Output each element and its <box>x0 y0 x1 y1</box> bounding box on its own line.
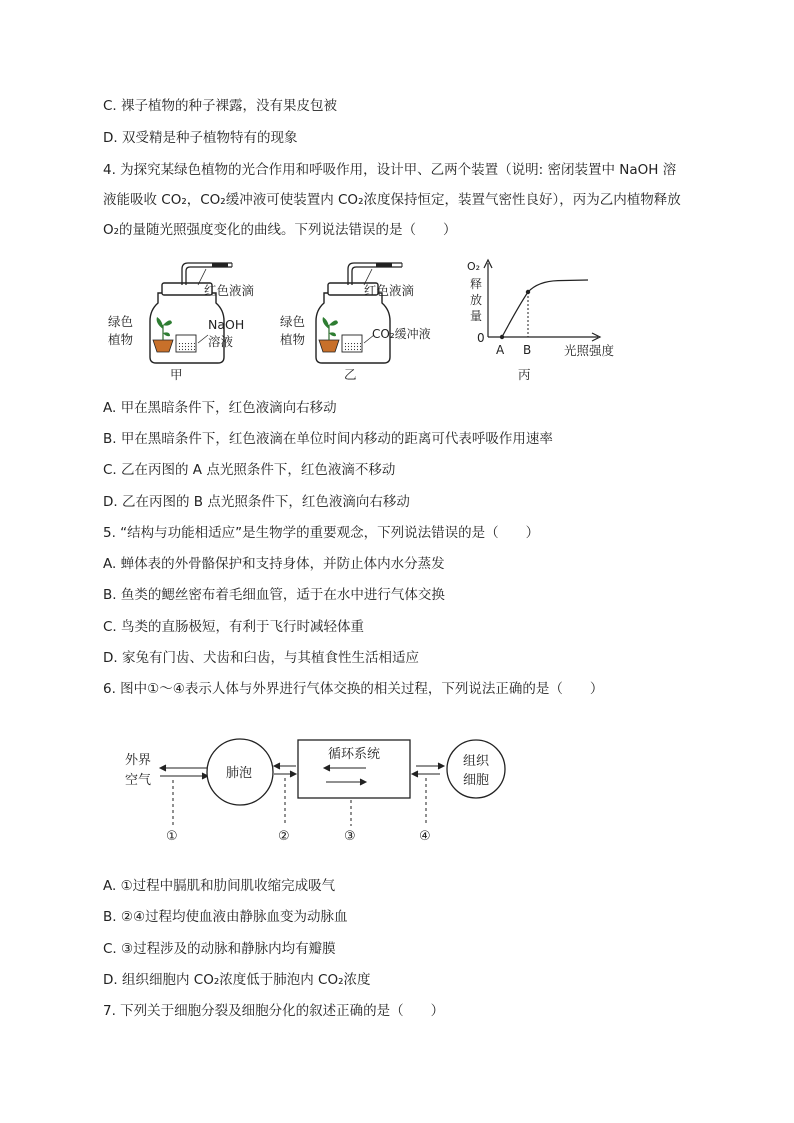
bing-ylabel-3: 量 <box>470 309 483 323</box>
yi-plant-label-1: 绿色 <box>280 314 306 329</box>
step-3-label: ③ <box>344 829 356 844</box>
o2-release-curve <box>502 280 588 337</box>
apparatus-yi <box>280 263 431 382</box>
q4-stem-line1: 4. 为探究某绿色植物的光合作用和呼吸作用，设计甲、乙两个装置（说明: 密闭装置中 NaOH 溶 <box>103 162 677 178</box>
q4-option-a: A. 甲在黑暗条件下，红色液滴向右移动 <box>103 400 337 416</box>
q4-stem-line3: O₂的量随光照强度变化的曲线。下列说法错误的是（ ） <box>103 222 457 238</box>
q5-option-c: C. 鸟类的直肠极短，有利于飞行时减轻体重 <box>103 619 365 635</box>
yi-plant-label-2: 植物 <box>280 332 306 347</box>
q7-stem: 7. 下列关于细胞分裂及细胞分化的叙述正确的是（ ） <box>103 1003 445 1019</box>
bing-xlabel: 光照强度 <box>564 343 615 358</box>
q4-option-b: B. 甲在黑暗条件下，红色液滴在单位时间内移动的距离可代表呼吸作用速率 <box>103 431 553 447</box>
q5-option-b: B. 鱼类的鳃丝密布着毛细血管，适于在水中进行气体交换 <box>103 587 445 603</box>
plant-pot-icon <box>319 317 339 352</box>
bing-origin: 0 <box>477 331 485 345</box>
q4-option-c: C. 乙在丙图的 A 点光照条件下，红色液滴不移动 <box>103 462 396 478</box>
jia-plant-label-1: 绿色 <box>108 314 134 329</box>
jia-drop-label: 红色液滴 <box>204 283 255 298</box>
bing-ylabel-o2: O₂ <box>467 260 481 273</box>
jia-caption: 甲 <box>170 367 183 382</box>
point-a <box>500 335 504 339</box>
tissue-cell-circle <box>447 740 505 798</box>
bing-ylabel-1: 释 <box>470 277 483 291</box>
q5-stem: 5. “结构与功能相适应”是生物学的重要观念，下列说法错误的是（ ） <box>103 525 540 541</box>
jia-solution-label-1: NaOH <box>208 317 245 332</box>
q6-figure <box>100 728 520 848</box>
outside-air-label-2: 空气 <box>125 773 152 788</box>
outside-air-label-1: 外界 <box>125 753 152 768</box>
bing-xtick-b: B <box>523 343 532 357</box>
q3-option-c: C. 裸子植物的种子裸露，没有果皮包被 <box>103 98 338 114</box>
jia-solution-label-2: 溶液 <box>208 334 234 349</box>
q6-option-c: C. ③过程涉及的动脉和静脉内均有瓣膜 <box>103 941 336 957</box>
step-4-label: ④ <box>419 829 431 844</box>
yi-caption: 乙 <box>344 367 357 382</box>
q6-option-a: A. ①过程中膈肌和肋间肌收缩完成吸气 <box>103 878 336 894</box>
yi-solution-label: CO₂缓冲液 <box>372 327 431 341</box>
red-droplet-icon <box>212 263 228 267</box>
step-2-label: ② <box>278 829 290 844</box>
circulation-label: 循环系统 <box>328 747 381 762</box>
tissue-cell-label-1: 组织 <box>463 754 490 769</box>
bing-ylabel-2: 放 <box>470 293 483 307</box>
graph-bing <box>467 260 615 382</box>
alveolus-label: 肺泡 <box>226 766 253 781</box>
q4-option-d: D. 乙在丙图的 B 点光照条件下，红色液滴向右移动 <box>103 494 410 510</box>
q6-stem: 6. 图中①～④表示人体与外界进行气体交换的相关过程，下列说法正确的是（ ） <box>103 681 604 697</box>
plant-pot-icon <box>153 317 173 352</box>
yi-drop-label: 红色液滴 <box>364 283 415 298</box>
q5-option-a: A. 蝉体表的外骨骼保护和支持身体，并防止体内水分蒸发 <box>103 556 445 572</box>
q5-option-d: D. 家兔有门齿、犬齿和臼齿，与其植食性生活相适应 <box>103 650 419 666</box>
q6-option-b: B. ②④过程均使血液由静脉血变为动脉血 <box>103 909 348 925</box>
red-droplet-icon <box>376 263 392 267</box>
q6-option-d: D. 组织细胞内 CO₂浓度低于肺泡内 CO₂浓度 <box>103 972 371 988</box>
bing-xtick-a: A <box>496 343 505 357</box>
bing-caption: 丙 <box>518 367 531 382</box>
q3-option-d: D. 双受精是种子植物特有的现象 <box>103 130 298 146</box>
tissue-cell-label-2: 细胞 <box>463 773 490 788</box>
apparatus-jia <box>108 263 254 382</box>
q4-figure <box>100 255 630 387</box>
q4-stem-line2: 液能吸收 CO₂，CO₂缓冲液可使装置内 CO₂浓度保持恒定，装置气密性良好），丙为乙内植物释放 <box>103 192 681 208</box>
step-1-label: ① <box>166 829 178 844</box>
jia-plant-label-2: 植物 <box>108 332 134 347</box>
